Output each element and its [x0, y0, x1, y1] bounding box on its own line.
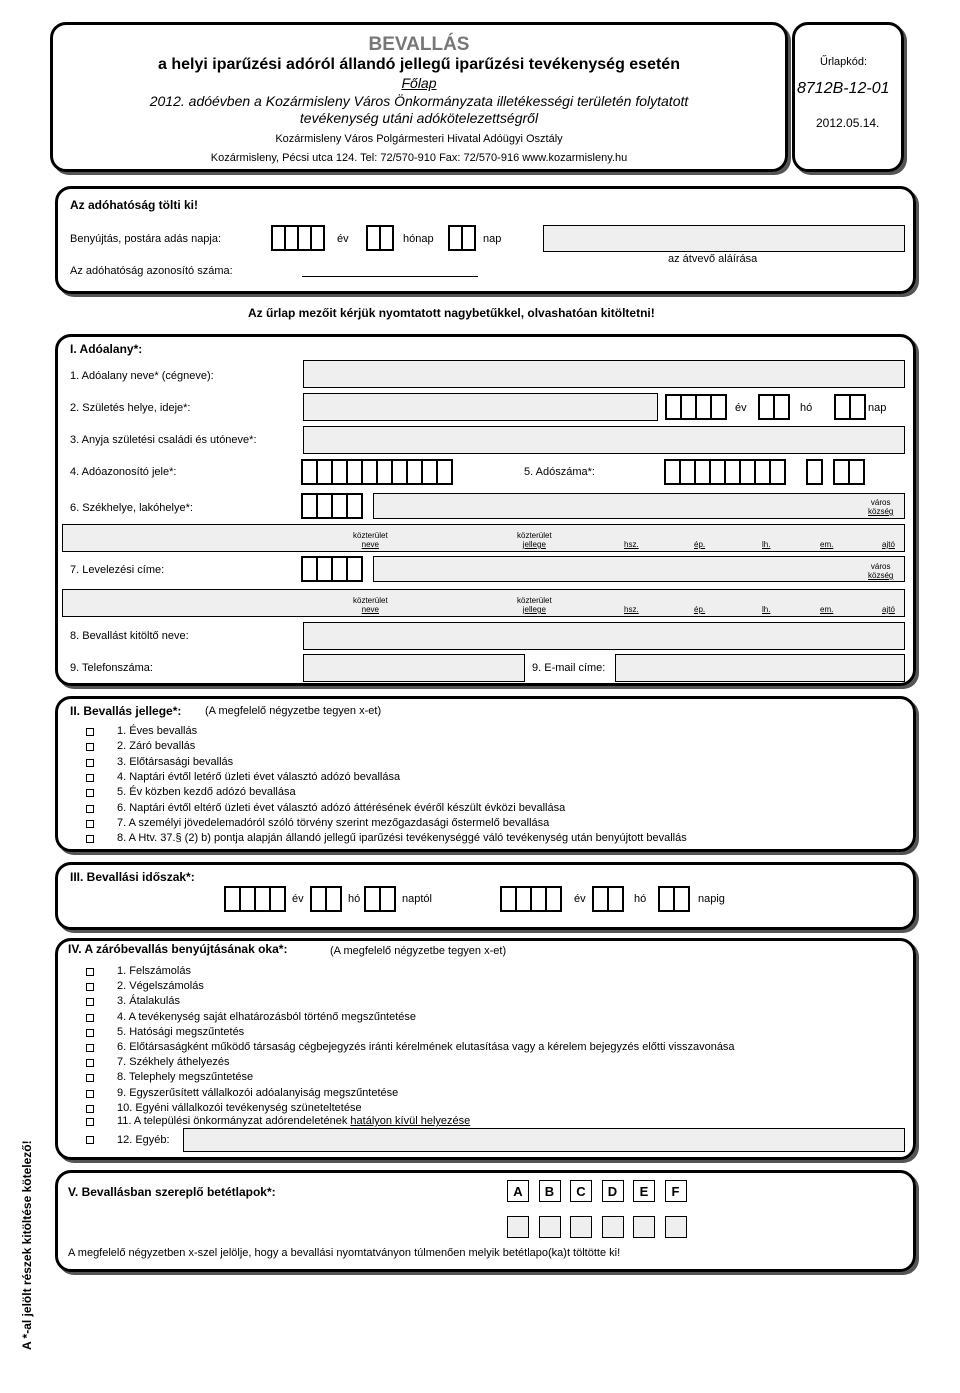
authority-id-line[interactable] [302, 276, 478, 277]
annex-letter: F [665, 1180, 687, 1202]
mail-em-label: em. [820, 605, 834, 614]
seat-city-type-label: város község [868, 498, 894, 516]
reason-11-label: 11. A települési önkormányzat adórendeletének hatályon kívül helyezése [117, 1115, 471, 1127]
office-name: Kozármisleny Város Polgármesteri Hivatal Adóügyi Osztály [275, 133, 563, 145]
declaration-type-checkbox[interactable] [86, 805, 94, 813]
office-address: Kozármisleny, Pécsi utca 124. Tel: 72/570-910 Fax: 72/570-916 www.kozarmisleny.hu [210, 152, 628, 164]
form-code: 8712B-12-01 [797, 80, 890, 97]
phone-label: 9. Telefonszáma: [70, 662, 153, 674]
email-label: 9. E-mail címe: [532, 662, 606, 674]
declaration-type-checkbox[interactable] [86, 820, 94, 828]
tax-number-vat-box[interactable] [808, 459, 823, 485]
section4-title: IV. A záróbevallás benyújtásának oka*: [68, 942, 288, 956]
closing-reason-checkbox[interactable] [86, 998, 94, 1006]
period-from-ev-label: év [292, 893, 304, 905]
taxpayer-name-label: 1. Adóalany neve* (cégneve): [70, 370, 214, 382]
closing-reason-label: 2. Végelszámolás [117, 980, 204, 993]
period-to-ho-label: hó [634, 893, 647, 905]
birth-label: 2. Születés helye, ideje*: [70, 402, 191, 414]
seat-ep-label: ép. [694, 540, 706, 549]
birth-nap-label: nap [868, 402, 887, 414]
closing-reason-checkbox[interactable] [86, 1074, 94, 1082]
closing-reason-label: 4. A tevékenység saját elhatározásból történő megszűntetése [117, 1010, 417, 1023]
tax-id-boxes[interactable] [303, 459, 453, 485]
tax-number-main-boxes[interactable] [666, 459, 786, 485]
mail-ajto-label: ajtó [882, 605, 895, 614]
section5-note: A megfelelő négyzetben x-szel jelölje, hogy a bevallási nyomtatványon túlmenően melyik betétlapo(ka)t töltötte ki! [68, 1247, 621, 1259]
submit-month-boxes[interactable] [368, 225, 394, 251]
declaration-type-label: 1. Éves bevallás [117, 725, 198, 737]
closing-reason-checkbox[interactable] [86, 968, 94, 976]
period-from-month-boxes[interactable] [312, 886, 342, 912]
declaration-type-checkbox[interactable] [86, 835, 94, 843]
declaration-type-label: 6. Naptári évtől eltérő üzleti évet választó adózó áttérésének évéről készült évközi bevallása [117, 801, 566, 814]
seat-street-type-label: közterület jellege [517, 531, 552, 549]
period-to-year-boxes[interactable] [502, 886, 562, 912]
seat-city-input[interactable] [373, 493, 905, 519]
declaration-type-label: 5. Év közben kezdő adózó bevallása [117, 786, 296, 799]
tax-number-county-boxes[interactable] [835, 459, 865, 485]
seat-lh-label: lh. [762, 540, 771, 549]
declaration-type-label: 2. Záró bevallás [117, 740, 196, 753]
tax-id-label: 4. Adóazonosító jele*: [70, 466, 177, 478]
closing-reason-checkbox[interactable] [86, 1029, 94, 1037]
annex-checkbox[interactable] [633, 1216, 655, 1238]
mail-zip-boxes[interactable] [303, 556, 363, 582]
closing-reason-label: 6. Előtársaságként működő társaság cégbejegyzés iránti kérelmének elutasítása vagy a kérelem bejegyzés előtti visszavonása [117, 1041, 735, 1053]
closing-reason-checkbox[interactable] [86, 1044, 94, 1052]
seat-zip-boxes[interactable] [303, 493, 363, 519]
period-from-ho-label: hó [348, 893, 361, 905]
mail-street-type-label: közterület jellege [517, 596, 552, 614]
section5-title: V. Bevallásban szereplő betétlapok*: [68, 1185, 276, 1199]
annex-letter: A [507, 1180, 529, 1202]
closing-reason-checkbox[interactable] [86, 1105, 94, 1113]
closing-reason-label: 8. Telephely megszűntetése [117, 1071, 254, 1084]
closing-reason-label: 7. Székhely áthelyezés [117, 1056, 230, 1069]
mail-city-input[interactable] [373, 556, 905, 582]
period-from-year-boxes[interactable] [226, 886, 286, 912]
annex-checkbox[interactable] [539, 1216, 561, 1238]
annex-checkbox[interactable] [665, 1216, 687, 1238]
submit-honap-label: hónap [403, 233, 434, 245]
seat-label: 6. Székhelye, lakóhelye*: [70, 502, 193, 514]
declaration-type-checkbox[interactable] [86, 789, 94, 797]
closing-reason-checkbox[interactable] [86, 983, 94, 991]
period-to-ev-label: év [574, 893, 586, 905]
submit-date-label: Benyújtás, postára adás napja: [70, 233, 222, 245]
submit-ev-label: év [337, 233, 349, 245]
filler-name-input[interactable] [303, 622, 905, 650]
form-year-line: 2012. adóévben a Kozármisleny Város Önkormányzata illetékességi területén folytatott [149, 93, 689, 109]
authority-id-label: Az adóhatóság azonosító száma: [70, 265, 233, 277]
birth-ev-label: év [735, 402, 747, 414]
annex-checkbox[interactable] [602, 1216, 624, 1238]
tax-number-label: 5. Adószáma*: [524, 466, 595, 478]
form-sheet-name: Főlap [401, 75, 437, 91]
period-napig-label: napig [698, 893, 725, 905]
declaration-type-checkbox[interactable] [86, 759, 94, 767]
form-subtitle: a helyi iparűzési adóról állandó jellegű iparűzési tevékenység esetén [158, 56, 680, 73]
declaration-type-label: 4. Naptári évtől letérő üzleti évet választó adózó bevallása [117, 770, 401, 783]
section2-hint: (A megfelelő négyzetbe tegyen x-et) [205, 705, 382, 717]
mother-name-label: 3. Anyja születési családi és utóneve*: [70, 434, 257, 446]
section4-hint: (A megfelelő négyzetbe tegyen x-et) [330, 945, 507, 957]
annex-letter: E [633, 1180, 655, 1202]
signature-field[interactable] [543, 225, 905, 252]
form-date: 2012.05.14. [816, 116, 880, 130]
seat-hsz-label: hsz. [624, 540, 639, 549]
mail-address-label: 7. Levelezési címe: [70, 564, 165, 576]
closing-reason-label: 3. Átalakulás [117, 995, 180, 1008]
birth-ho-label: hó [800, 402, 813, 414]
closing-reason-checkbox[interactable] [86, 1090, 94, 1098]
side-note: A *-al jelölt részek kitöltése kötelező! [20, 1140, 34, 1350]
birth-year-boxes[interactable] [667, 394, 727, 420]
period-from-day-boxes[interactable] [366, 886, 396, 912]
mail-street-name-label: közterület neve [353, 596, 388, 614]
filler-name-label: 8. Bevallást kitöltő neve: [70, 630, 189, 642]
mother-name-input[interactable] [303, 426, 905, 454]
taxpayer-name-input[interactable] [303, 360, 905, 388]
mail-hsz-label: hsz. [624, 605, 639, 614]
reason-12-input[interactable] [183, 1128, 905, 1152]
declaration-type-label: 8. A Htv. 37.§ (2) b) pontja alapján állandó jellegű iparűzési tevékenységgé váló tevékenység után benyújtott bevallás [117, 832, 687, 845]
closing-reason-checkbox[interactable] [86, 1014, 94, 1022]
reason-12-checkbox[interactable] [86, 1136, 94, 1144]
section2-title: II. Bevallás jellege*: [70, 704, 182, 718]
seat-street-input[interactable] [62, 524, 905, 552]
form-title: BEVALLÁS [368, 34, 470, 55]
declaration-type-checkbox[interactable] [86, 743, 94, 751]
birth-month-boxes[interactable] [760, 394, 790, 420]
authority-title: Az adóhatóság tölti ki! [70, 198, 199, 212]
period-to-day-boxes[interactable] [660, 886, 690, 912]
closing-reason-label: 9. Egyszerűsített vállalkozói adóalanyiság megszűntetése [117, 1086, 399, 1099]
instruction-text: Az űrlap mezőit kérjük nyomtatott nagybetűkkel, olvashatóan kitöltetni! [248, 306, 655, 320]
submit-day-boxes[interactable] [450, 225, 476, 251]
closing-reason-label: 1. Felszámolás [117, 965, 191, 977]
submit-year-boxes[interactable] [273, 225, 325, 251]
declaration-type-label: 3. Előtársasági bevallás [117, 755, 234, 768]
declaration-type-checkbox[interactable] [86, 774, 94, 782]
seat-em-label: em. [820, 540, 834, 549]
period-naptol-label: naptól [402, 893, 432, 905]
form-scope-line: tevékenység utáni adókötelezettségről [299, 110, 539, 126]
form-code-label: Űrlapkód: [820, 56, 868, 68]
annex-letter: C [570, 1180, 592, 1202]
signature-label: az átvevő aláírása [668, 253, 758, 265]
annex-checkbox[interactable] [507, 1216, 529, 1238]
mail-lh-label: lh. [762, 605, 771, 614]
mail-city-type-label: város község [868, 562, 894, 580]
closing-reason-label: 10. Egyéni vállalkozói tevékenység szüneteltetése [117, 1101, 362, 1114]
seat-ajto-label: ajtó [882, 540, 895, 549]
reason-12-label: 12. Egyéb: [117, 1134, 170, 1146]
period-to-month-boxes[interactable] [594, 886, 624, 912]
submit-nap-label: nap [483, 233, 502, 245]
annex-checkbox[interactable] [570, 1216, 592, 1238]
birth-place-input[interactable] [303, 393, 658, 421]
declaration-type-checkbox[interactable] [86, 728, 94, 736]
seat-street-name-label: közterület neve [353, 531, 388, 549]
phone-input[interactable] [303, 654, 525, 682]
reason-11-checkbox[interactable] [86, 1118, 94, 1126]
section1-title: I. Adóalany*: [70, 342, 143, 356]
email-input[interactable] [615, 654, 905, 682]
mail-ep-label: ép. [694, 605, 706, 614]
declaration-type-label: 7. A személyi jövedelemadóról szóló törvény szerint mezőgazdasági őstermelő bevallása [117, 816, 550, 829]
closing-reason-label: 5. Hatósági megszűntetés [117, 1025, 245, 1038]
mail-street-input[interactable] [62, 589, 905, 617]
closing-reason-checkbox[interactable] [86, 1059, 94, 1067]
annex-letter: D [602, 1180, 624, 1202]
birth-day-boxes[interactable] [836, 394, 866, 420]
annex-letter: B [539, 1180, 561, 1202]
section3-title: III. Bevallási időszak*: [70, 870, 195, 884]
